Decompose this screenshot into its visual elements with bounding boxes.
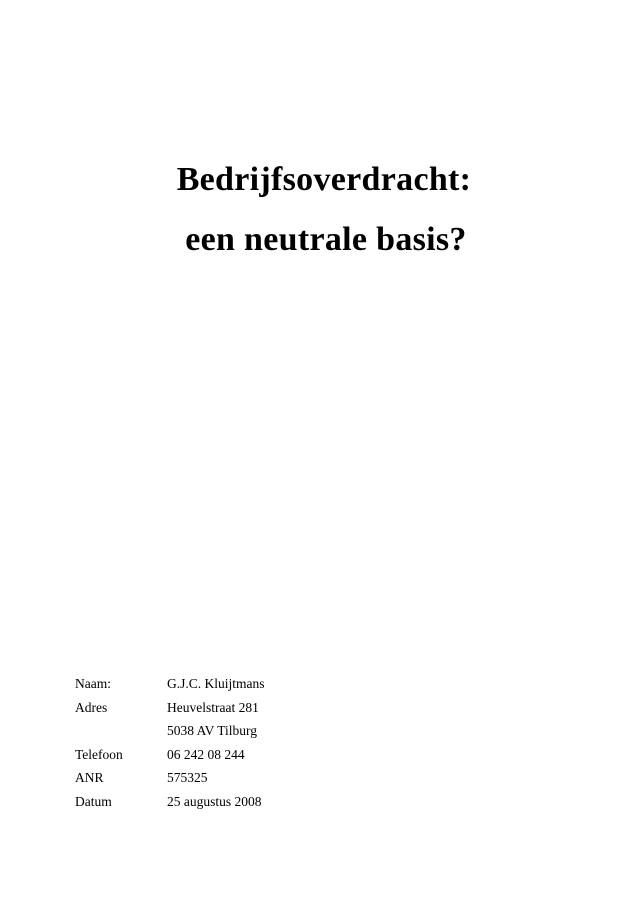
- detail-row-name: [75, 672, 475, 696]
- detail-value: 06 242 08 244: [167, 746, 245, 762]
- detail-row-address: [75, 696, 475, 720]
- detail-label: Adres: [75, 699, 108, 715]
- detail-value: 5038 AV Tilburg: [167, 723, 258, 738]
- detail-value: 575325: [167, 770, 208, 785]
- detail-row-city: [75, 719, 475, 743]
- title-line-2: een neutrale basis?: [185, 221, 467, 258]
- detail-row-anr: [75, 766, 475, 790]
- title-line-1: Bedrijfsoverdracht:: [176, 161, 472, 198]
- detail-value: G.J.C. Kluijtmans: [167, 676, 265, 691]
- detail-label: Naam:: [75, 676, 111, 691]
- detail-label: Telefoon: [75, 746, 123, 762]
- detail-value: 25 augustus 2008: [167, 793, 262, 809]
- detail-label: ANR: [75, 770, 104, 785]
- detail-row-phone: [75, 743, 475, 767]
- detail-row-date: [75, 790, 475, 814]
- author-details: [75, 672, 475, 813]
- detail-label: Datum: [75, 793, 112, 809]
- detail-value: Heuvelstraat 281: [167, 699, 259, 715]
